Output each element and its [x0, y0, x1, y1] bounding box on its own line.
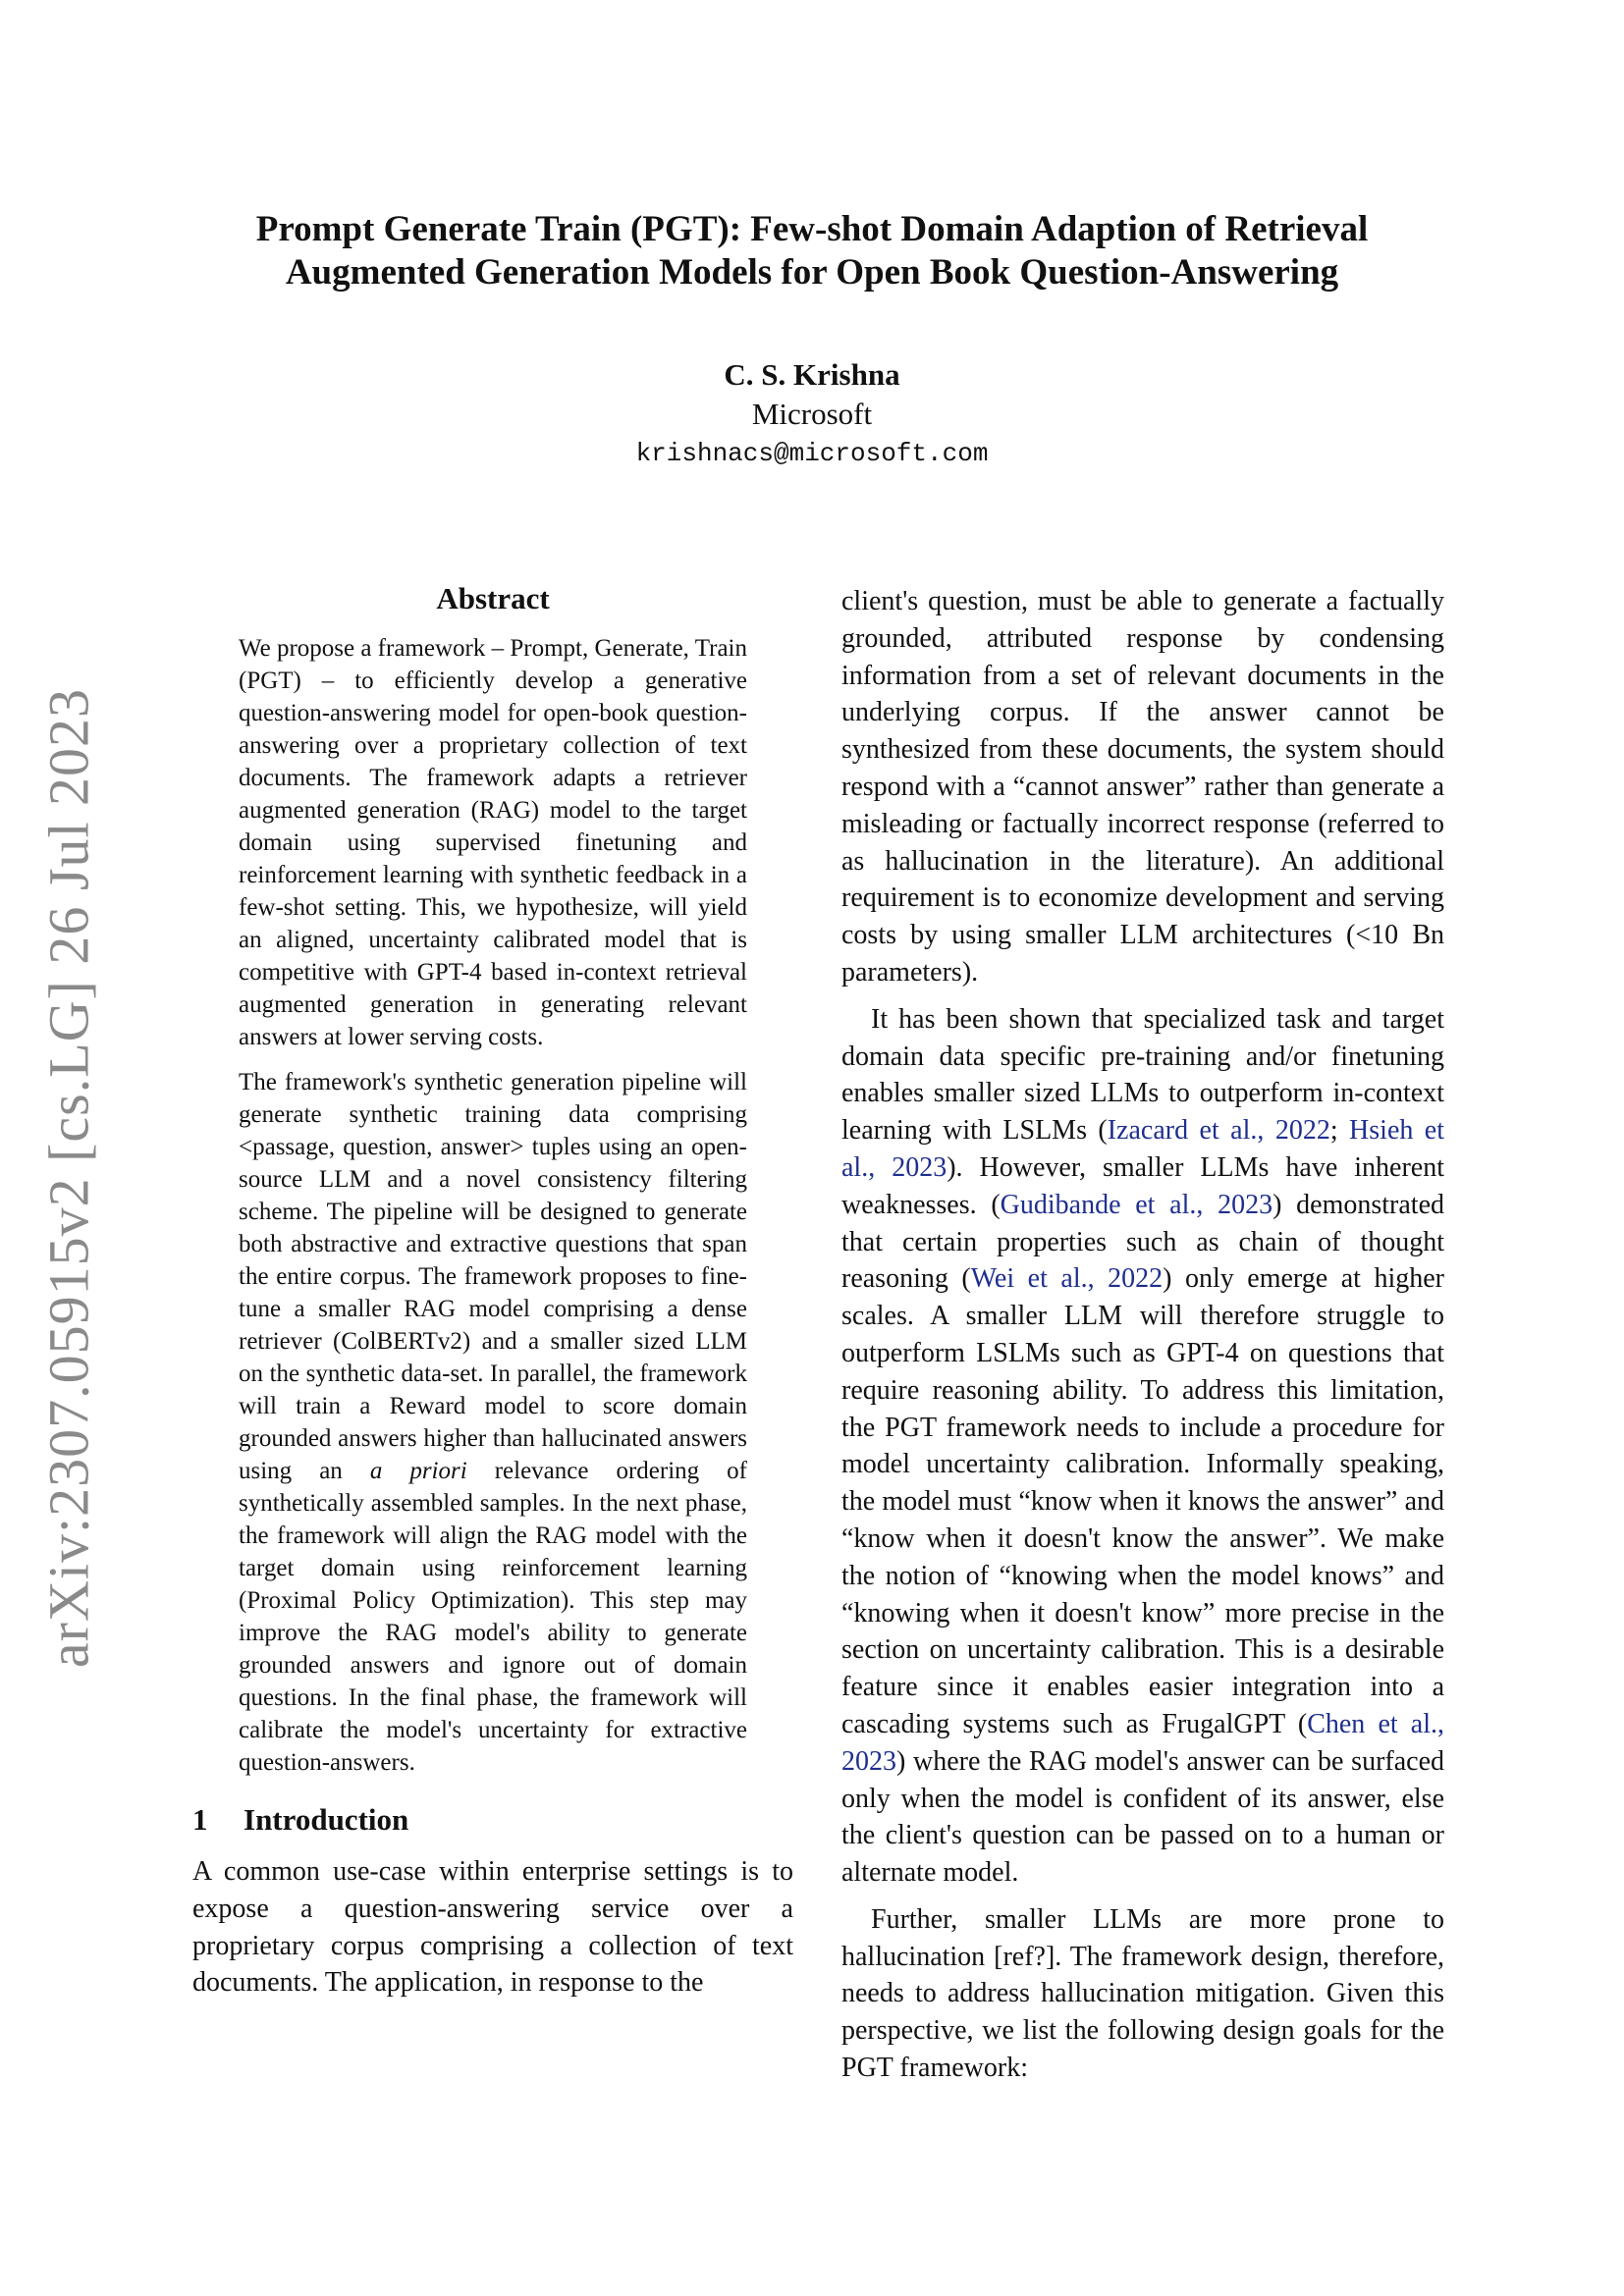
abstract-paragraph-1: We propose a framework – Prompt, Generate, Train (PGT) – to efficiently develop a generative question-answering model for open-book question-answering over a proprietary collection of text documents. The framework adapts a retriever augmented generation (RAG) model to the target domain using supervised finetuning and reinforcement learning with synthetic feedback in a few-shot setting. This, we hypothesize, will yield an aligned, uncertainty calibrated model that is competitive with GPT-4 based in-context retrieval augmented generation in generating relevant answers at lower serving costs. [239, 635, 747, 1050]
right-paragraph-3: Further, smaller LLMs are more prone to hallucination [ref?]. The framework design, therefore, needs to address hallucination mitigation. Given this perspective, we list the following design goals for the PGT framework: [841, 1903, 1444, 2084]
author-name: C. S. Krishna [724, 357, 900, 392]
section-heading-introduction [192, 1800, 793, 1840]
p2-text-1: It has been shown that specialized task and target domain data specific pre-training and/or finetuning enables smaller sized LLMs to outperform in-context learning with LSLMs ( [841, 1003, 1444, 1147]
citation-link-chen[interactable]: Chen et al., 2023 [841, 1708, 1444, 1777]
abstract-p2-emphasis: a priori [369, 1458, 467, 1484]
intro-paragraph-1: A common use-case within enterprise settings is to expose a question-answering service over a proprietary corpus comprising a collection of text documents. The application, in response to the [192, 1856, 793, 1999]
left-column [192, 579, 793, 2002]
title-line-2: Augmented Generation Models for Open Book Question-Answering [285, 252, 1339, 293]
author-affiliation: Microsoft [751, 397, 873, 431]
section-title: Introduction [244, 1802, 409, 1837]
citation-link-hsieh[interactable]: Hsieh et al., 2023 [841, 1115, 1445, 1183]
abstract-body [192, 632, 793, 1779]
abstract-p2-text-b: relevance ordering of synthetically assembled samples. In the next phase, the framework will align the RAG model with the target domain using reinforcement learning (Proximal Policy Optimization). This step may improve the RAG model's ability to generate grounded answers and ignore out of domain questions. In the final phase, the framework will calibrate the model's uncertainty for extractive question-answers. [239, 1458, 747, 1776]
p2-text-4: ) demonstrated that certain properties such as chain of thought reasoning ( [841, 1189, 1444, 1295]
p2-text-2: ; [1329, 1115, 1350, 1147]
p2-text-6: ) where the RAG model's answer can be surfaced only when the model is confident of its answer, else the client's question can be passed on to a human or alternate model. [841, 1745, 1444, 1889]
citation-link-wei[interactable]: Wei et al., 2022 [970, 1263, 1164, 1295]
abstract-paragraph-2 [239, 1066, 747, 1779]
citation-link-gudibande[interactable]: Gudibande et al., 2023 [1000, 1189, 1273, 1220]
p2-text-3: ). However, smaller LLMs have inherent weaknesses. ( [841, 1151, 1444, 1220]
right-paragraph-1: client's question, must be able to generate a factually grounded, attributed response by condensing information from a set of relevant documents in the underlying corpus. If the answer cannot be synthesized from these documents, the system should respond with a “cannot answer” rather than generate a misleading or factually incorrect response (referred to as hallucination in the literature). An additional requirement is to economize development and serving costs by using smaller LLM architectures (<10 Bn parameters). [841, 586, 1444, 988]
title-line-1: Prompt Generate Train (PGT): Few-shot Domain Adaption of Retrieval [255, 209, 1369, 249]
paper-title [157, 208, 1467, 294]
author-email: krishnacs@microsoft.com [635, 439, 989, 468]
right-column [841, 583, 1444, 2087]
p2-text-5: ) only emerge at higher scales. A smaller LLM will therefore struggle to outperform LSLMs such as GPT-4 on questions that require reasoning ability. To address this limitation, the PGT framework needs to include a procedure for model uncertainty calibration. Informally speaking, the model must “know when it knows the answer” and “know when it doesn't know the answer”. We make the notion of “knowing when the model knows” and “knowing when it doesn't know” more precise in the section on uncertainty calibration. This is a desirable feature since it enables easier integration into a cascading systems such as FrugalGPT ( [841, 1263, 1444, 1739]
right-paragraph-2 [841, 1001, 1444, 1892]
section-number: 1 [192, 1802, 208, 1837]
arxiv-identifier: arXiv:2307.05915v2 [cs.LG] 26 Jul 2023 [36, 687, 101, 1669]
author-block [0, 355, 1624, 473]
citation-link-izacard[interactable]: Izacard et al., 2022 [1107, 1115, 1330, 1147]
abstract-p2-text-a: The framework's synthetic generation pipeline will generate synthetic training data comprising <passage, question, answer> tuples using an open-source LLM and a novel consistency filtering scheme. The pipeline will be designed to generate both abstractive and extractive questions that span the entire corpus. The framework proposes to fine-tune a smaller RAG model comprising a dense retriever (ColBERTv2) and a smaller sized LLM on the synthetic data-set. In parallel, the framework will train a Reward model to score domain grounded answers higher than hallucinated answers using an [239, 1069, 747, 1484]
abstract-heading: Abstract [436, 581, 550, 615]
